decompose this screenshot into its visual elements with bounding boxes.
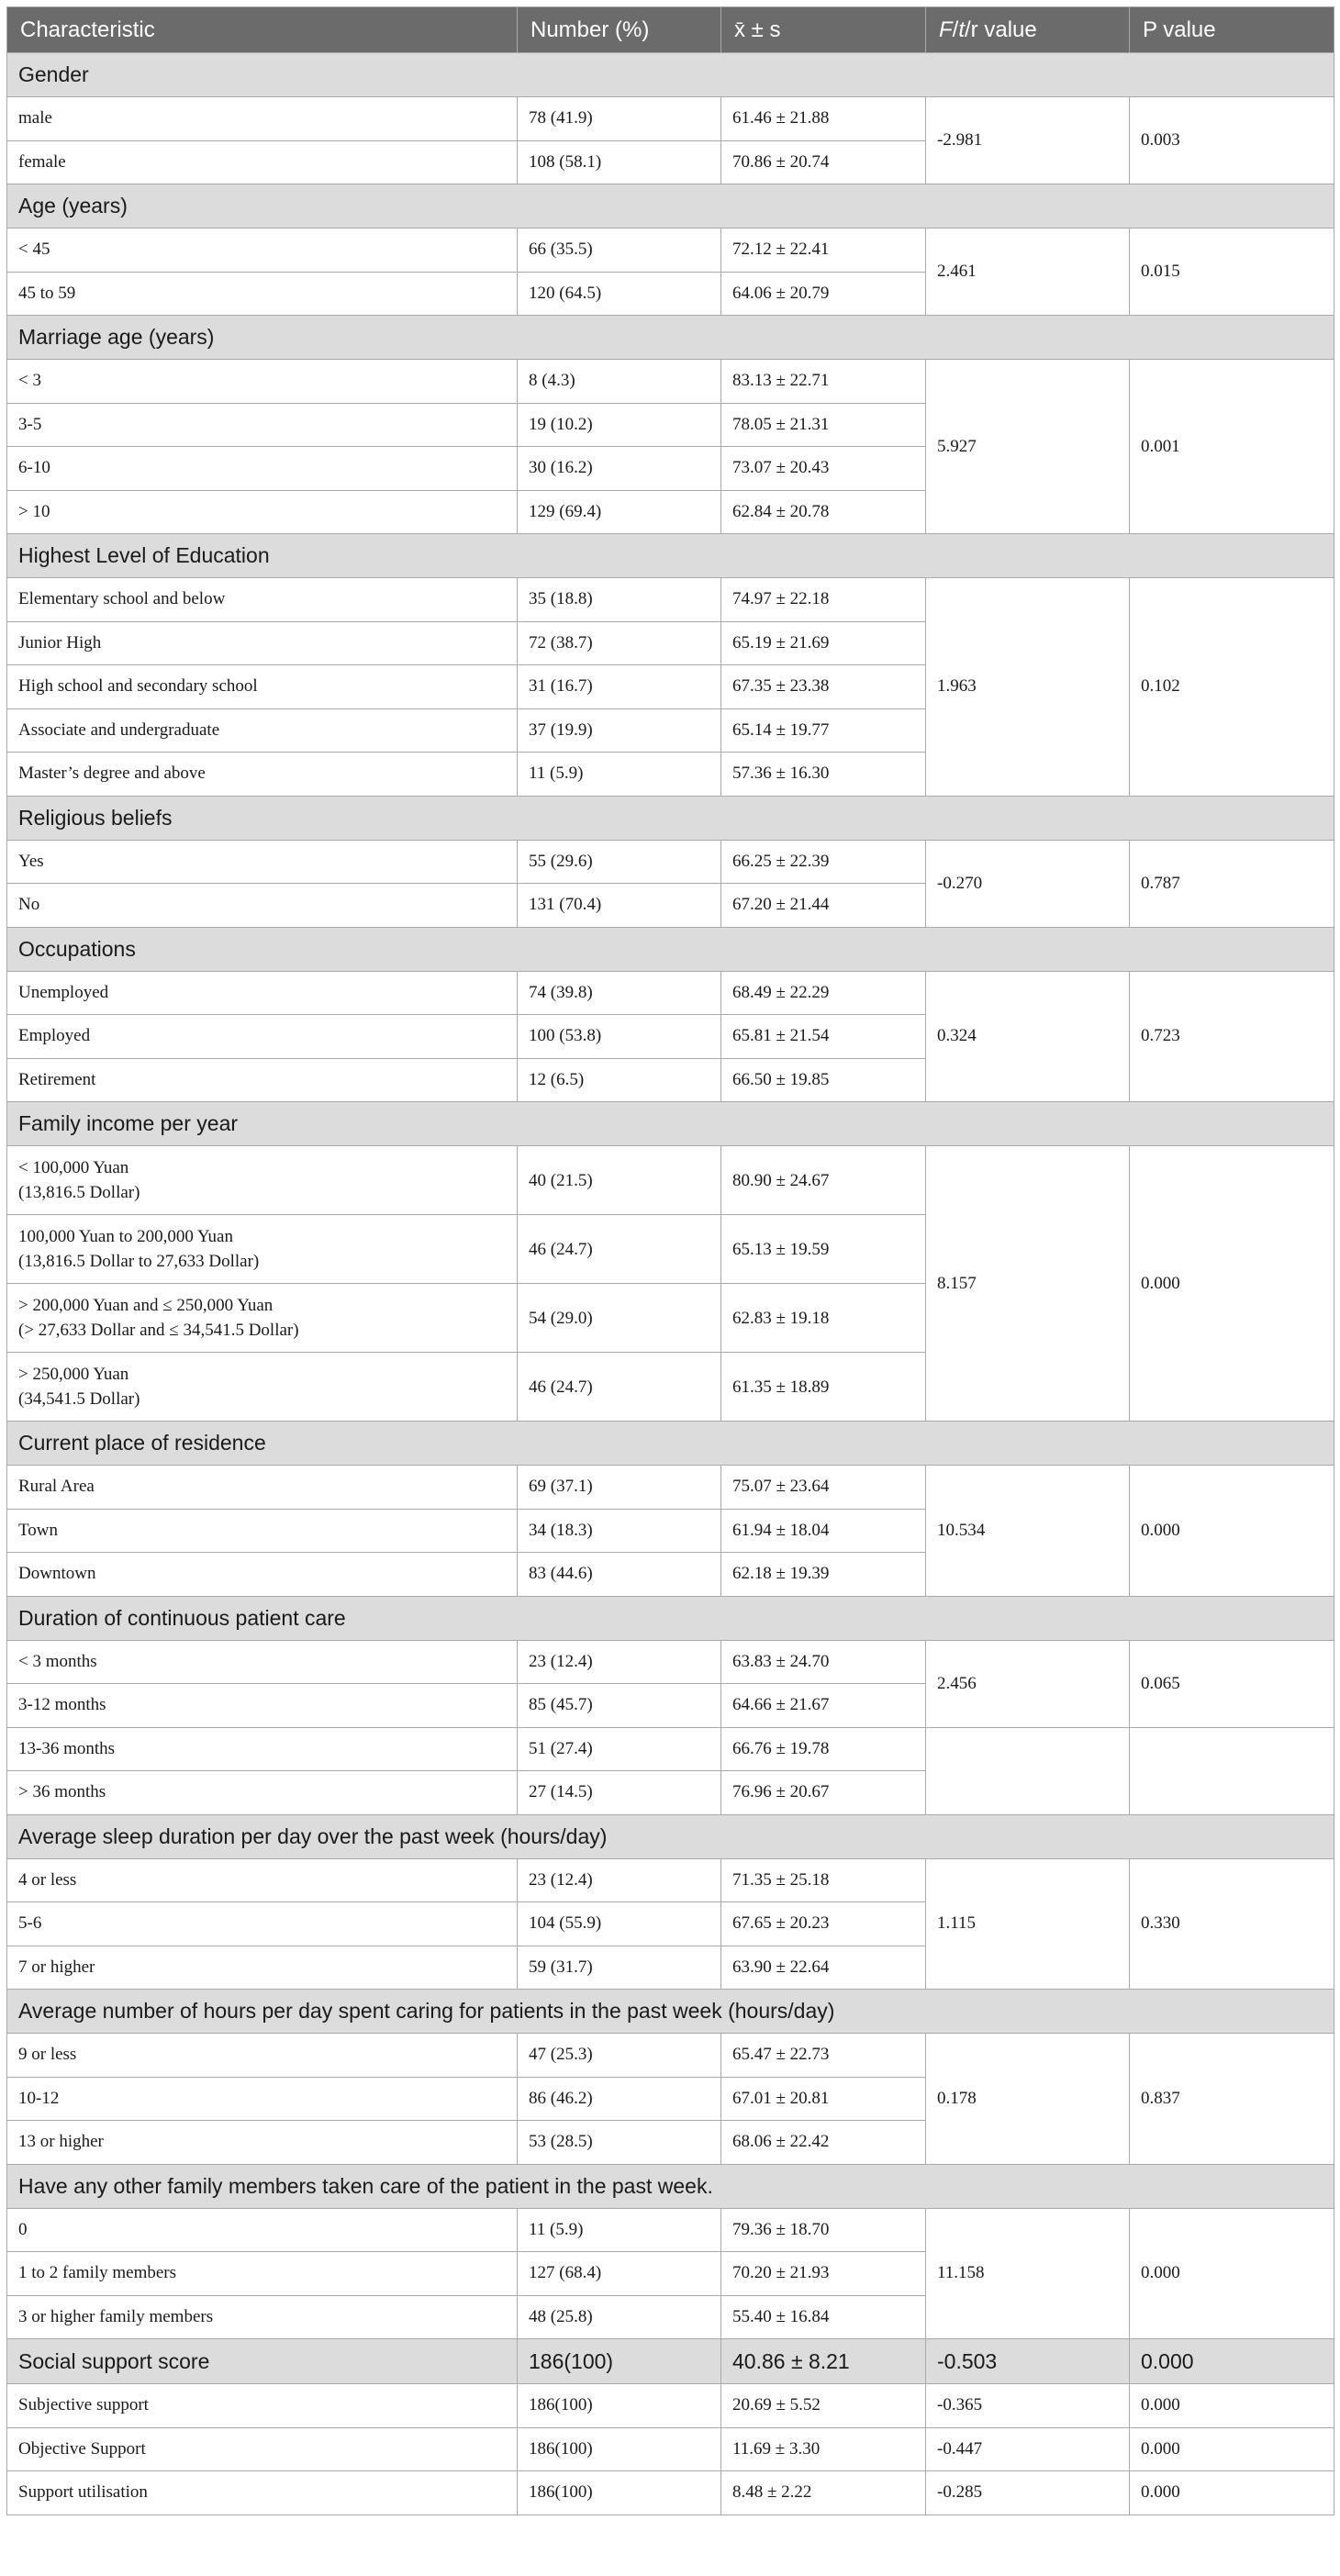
section-header-row xyxy=(7,1102,1334,1146)
header-stat-t: t xyxy=(958,17,966,42)
row-mean-sd: 62.83 ± 19.18 xyxy=(721,1284,926,1353)
p-value: 0.837 xyxy=(1130,2034,1334,2165)
stat-value: 2.461 xyxy=(926,229,1130,316)
row-label: Support utilisation xyxy=(7,2471,518,2515)
stat-value: -2.981 xyxy=(926,97,1130,184)
row-mean-sd: 65.47 ± 22.73 xyxy=(721,2034,926,2078)
row-number: 40 (21.5) xyxy=(518,1146,721,1215)
p-value-empty xyxy=(1130,1727,1334,1814)
stat-value: -0.285 xyxy=(926,2471,1130,2515)
row-label: Retirement xyxy=(7,1058,518,1102)
row-number: 100 (53.8) xyxy=(518,1015,721,1059)
row-number: 23 (12.4) xyxy=(518,1640,721,1684)
section-title: Have any other family members taken care of the patient in the past week. xyxy=(7,2164,1334,2208)
characteristics-table xyxy=(6,6,1334,2515)
p-value: 0.001 xyxy=(1130,360,1334,534)
row-number: 55 (29.6) xyxy=(518,840,721,884)
social-support-number: 186(100) xyxy=(518,2339,721,2384)
row-label: 3-12 months xyxy=(7,1684,518,1728)
row-number: 186(100) xyxy=(518,2427,721,2471)
row-number: 186(100) xyxy=(518,2471,721,2515)
row-label: 13-36 months xyxy=(7,1727,518,1771)
row-number: 83 (44.6) xyxy=(518,1553,721,1597)
table-row xyxy=(7,2427,1334,2471)
row-number: 48 (25.8) xyxy=(518,2295,721,2339)
table-row xyxy=(7,97,1334,141)
row-number: 34 (18.3) xyxy=(518,1509,721,1553)
row-mean-sd: 55.40 ± 16.84 xyxy=(721,2295,926,2339)
row-mean-sd: 68.06 ± 22.42 xyxy=(721,2121,926,2165)
header-stat-f: F xyxy=(939,17,953,42)
stat-value: -0.270 xyxy=(926,840,1130,927)
row-label: < 100,000 Yuan (13,816.5 Dollar) xyxy=(7,1146,518,1215)
row-number: 54 (29.0) xyxy=(518,1284,721,1353)
section-title: Average sleep duration per day over the past week (hours/day) xyxy=(7,1814,1334,1858)
p-value: 0.000 xyxy=(1130,2427,1334,2471)
row-mean-sd: 75.07 ± 23.64 xyxy=(721,1466,926,1510)
row-mean-sd: 66.76 ± 19.78 xyxy=(721,1727,926,1771)
table-row xyxy=(7,971,1334,1015)
p-value: 0.102 xyxy=(1130,578,1334,797)
social-support-stat: -0.503 xyxy=(926,2339,1130,2384)
row-mean-sd: 8.48 ± 2.22 xyxy=(721,2471,926,2515)
row-label: Master’s degree and above xyxy=(7,753,518,797)
row-mean-sd: 83.13 ± 22.71 xyxy=(721,360,926,404)
stat-value: 2.456 xyxy=(926,1640,1130,1727)
section-title: Current place of residence xyxy=(7,1422,1334,1466)
row-number: 51 (27.4) xyxy=(518,1727,721,1771)
row-number: 59 (31.7) xyxy=(518,1946,721,1990)
section-title: Age (years) xyxy=(7,184,1334,229)
row-mean-sd: 67.01 ± 20.81 xyxy=(721,2077,926,2121)
row-number: 23 (12.4) xyxy=(518,1858,721,1902)
p-value: 0.000 xyxy=(1130,2384,1334,2428)
stat-value: 8.157 xyxy=(926,1146,1130,1422)
row-mean-sd: 61.46 ± 21.88 xyxy=(721,97,926,141)
section-title: Highest Level of Education xyxy=(7,534,1334,578)
row-label: 4 or less xyxy=(7,1858,518,1902)
row-label: Yes xyxy=(7,840,518,884)
row-mean-sd: 70.86 ± 20.74 xyxy=(721,140,926,184)
row-number: 74 (39.8) xyxy=(518,971,721,1015)
section-title: Marriage age (years) xyxy=(7,316,1334,360)
row-number: 129 (69.4) xyxy=(518,490,721,534)
row-number: 127 (68.4) xyxy=(518,2252,721,2296)
row-label: 0 xyxy=(7,2208,518,2252)
row-label: 3 or higher family members xyxy=(7,2295,518,2339)
table-row xyxy=(7,1146,1334,1215)
row-mean-sd: 62.18 ± 19.39 xyxy=(721,1553,926,1597)
header-statistic xyxy=(926,7,1130,53)
row-number: 47 (25.3) xyxy=(518,2034,721,2078)
row-label: > 200,000 Yuan and ≤ 250,000 Yuan (> 27,633 Dollar and ≤ 34,541.5 Dollar) xyxy=(7,1284,518,1353)
section-header-row xyxy=(7,534,1334,578)
row-number: 53 (28.5) xyxy=(518,2121,721,2165)
table-row xyxy=(7,1466,1334,1510)
p-value: 0.015 xyxy=(1130,229,1334,316)
row-mean-sd: 73.07 ± 20.43 xyxy=(721,447,926,491)
row-label: 3-5 xyxy=(7,403,518,447)
row-number: 27 (14.5) xyxy=(518,1771,721,1815)
row-mean-sd: 66.50 ± 19.85 xyxy=(721,1058,926,1102)
row-number: 37 (19.9) xyxy=(518,708,721,753)
section-header-row xyxy=(7,53,1334,97)
row-mean-sd: 78.05 ± 21.31 xyxy=(721,403,926,447)
row-mean-sd: 71.35 ± 25.18 xyxy=(721,1858,926,1902)
p-value: 0.330 xyxy=(1130,1858,1334,1990)
section-title: Occupations xyxy=(7,927,1334,971)
row-label: < 3 xyxy=(7,360,518,404)
table-row xyxy=(7,1858,1334,1902)
stat-value-empty xyxy=(926,1727,1130,1814)
row-number: 86 (46.2) xyxy=(518,2077,721,2121)
header-row xyxy=(7,7,1334,53)
row-label: 1 to 2 family members xyxy=(7,2252,518,2296)
row-label: Subjective support xyxy=(7,2384,518,2428)
row-number: 46 (24.7) xyxy=(518,1353,721,1422)
stat-value: 5.927 xyxy=(926,360,1130,534)
stat-value: 10.534 xyxy=(926,1466,1130,1597)
row-mean-sd: 70.20 ± 21.93 xyxy=(721,2252,926,2296)
header-stat-rest: /r value xyxy=(965,17,1037,42)
row-mean-sd: 65.81 ± 21.54 xyxy=(721,1015,926,1059)
row-number: 11 (5.9) xyxy=(518,2208,721,2252)
row-label: 6-10 xyxy=(7,447,518,491)
row-number: 35 (18.8) xyxy=(518,578,721,622)
row-label: > 250,000 Yuan (34,541.5 Dollar) xyxy=(7,1353,518,1422)
stat-value: -0.365 xyxy=(926,2384,1130,2428)
table-row xyxy=(7,578,1334,622)
section-header-row xyxy=(7,1990,1334,2034)
section-header-row xyxy=(7,1596,1334,1640)
p-value: 0.723 xyxy=(1130,971,1334,1102)
table-row xyxy=(7,2384,1334,2428)
section-header-row xyxy=(7,316,1334,360)
table-row xyxy=(7,229,1334,273)
row-label: Town xyxy=(7,1509,518,1553)
row-label: Employed xyxy=(7,1015,518,1059)
social-support-label: Social support score xyxy=(7,2339,518,2384)
row-number: 8 (4.3) xyxy=(518,360,721,404)
row-label: High school and secondary school xyxy=(7,665,518,709)
row-mean-sd: 61.94 ± 18.04 xyxy=(721,1509,926,1553)
header-characteristic: Characteristic xyxy=(7,7,518,53)
header-mean-sd: x̄ ± s xyxy=(721,7,926,53)
section-header-row xyxy=(7,2164,1334,2208)
table-row xyxy=(7,2471,1334,2515)
header-stat-sep: / xyxy=(952,17,959,42)
section-title: Religious beliefs xyxy=(7,796,1334,840)
row-mean-sd: 11.69 ± 3.30 xyxy=(721,2427,926,2471)
p-value: 0.000 xyxy=(1130,1466,1334,1597)
row-mean-sd: 64.66 ± 21.67 xyxy=(721,1684,926,1728)
section-title: Duration of continuous patient care xyxy=(7,1596,1334,1640)
header-p-value: P value xyxy=(1130,7,1334,53)
row-number: 11 (5.9) xyxy=(518,753,721,797)
row-number: 30 (16.2) xyxy=(518,447,721,491)
row-mean-sd: 67.35 ± 23.38 xyxy=(721,665,926,709)
section-header-row xyxy=(7,1422,1334,1466)
row-mean-sd: 63.83 ± 24.70 xyxy=(721,1640,926,1684)
row-number: 66 (35.5) xyxy=(518,229,721,273)
table-body xyxy=(7,53,1334,2515)
row-mean-sd: 62.84 ± 20.78 xyxy=(721,490,926,534)
row-mean-sd: 20.69 ± 5.52 xyxy=(721,2384,926,2428)
row-label: Objective Support xyxy=(7,2427,518,2471)
stat-value: -0.447 xyxy=(926,2427,1130,2471)
row-number: 120 (64.5) xyxy=(518,272,721,316)
stat-value: 0.178 xyxy=(926,2034,1130,2165)
p-value: 0.065 xyxy=(1130,1640,1334,1727)
table-row xyxy=(7,2034,1334,2078)
table-row xyxy=(7,1640,1334,1684)
row-label: < 45 xyxy=(7,229,518,273)
row-label: Junior High xyxy=(7,621,518,665)
row-mean-sd: 72.12 ± 22.41 xyxy=(721,229,926,273)
row-label: 7 or higher xyxy=(7,1946,518,1990)
stat-value: 0.324 xyxy=(926,971,1130,1102)
row-number: 69 (37.1) xyxy=(518,1466,721,1510)
row-mean-sd: 65.19 ± 21.69 xyxy=(721,621,926,665)
row-number: 46 (24.7) xyxy=(518,1215,721,1284)
row-mean-sd: 80.90 ± 24.67 xyxy=(721,1146,926,1215)
row-label: 13 or higher xyxy=(7,2121,518,2165)
row-number: 78 (41.9) xyxy=(518,97,721,141)
table-row xyxy=(7,360,1334,404)
section-header-row xyxy=(7,184,1334,229)
section-title: Family income per year xyxy=(7,1102,1334,1146)
section-header-row xyxy=(7,796,1334,840)
row-label: 5-6 xyxy=(7,1902,518,1946)
social-support-p: 0.000 xyxy=(1130,2339,1334,2384)
row-label: Associate and undergraduate xyxy=(7,708,518,753)
stat-value: 11.158 xyxy=(926,2208,1130,2339)
row-label: Unemployed xyxy=(7,971,518,1015)
row-mean-sd: 61.35 ± 18.89 xyxy=(721,1353,926,1422)
row-label: < 3 months xyxy=(7,1640,518,1684)
row-label: female xyxy=(7,140,518,184)
row-number: 12 (6.5) xyxy=(518,1058,721,1102)
table-row xyxy=(7,1727,1334,1771)
row-number: 108 (58.1) xyxy=(518,140,721,184)
row-label: Elementary school and below xyxy=(7,578,518,622)
row-mean-sd: 76.96 ± 20.67 xyxy=(721,1771,926,1815)
p-value: 0.003 xyxy=(1130,97,1334,184)
row-number: 19 (10.2) xyxy=(518,403,721,447)
row-label: No xyxy=(7,884,518,928)
row-number: 85 (45.7) xyxy=(518,1684,721,1728)
row-number: 186(100) xyxy=(518,2384,721,2428)
row-mean-sd: 67.65 ± 20.23 xyxy=(721,1902,926,1946)
section-title: Gender xyxy=(7,53,1334,97)
row-label: > 36 months xyxy=(7,1771,518,1815)
row-label: Rural Area xyxy=(7,1466,518,1510)
table-row xyxy=(7,840,1334,884)
table-row xyxy=(7,2208,1334,2252)
row-label: > 10 xyxy=(7,490,518,534)
section-header-row xyxy=(7,1814,1334,1858)
section-title: Average number of hours per day spent caring for patients in the past week (hours/day) xyxy=(7,1990,1334,2034)
p-value: 0.000 xyxy=(1130,2208,1334,2339)
section-header-row xyxy=(7,927,1334,971)
row-label: male xyxy=(7,97,518,141)
social-support-mean-sd: 40.86 ± 8.21 xyxy=(721,2339,926,2384)
p-value: 0.000 xyxy=(1130,2471,1334,2515)
p-value: 0.787 xyxy=(1130,840,1334,927)
row-mean-sd: 68.49 ± 22.29 xyxy=(721,971,926,1015)
row-mean-sd: 67.20 ± 21.44 xyxy=(721,884,926,928)
row-label: 9 or less xyxy=(7,2034,518,2078)
row-label: Downtown xyxy=(7,1553,518,1597)
row-number: 72 (38.7) xyxy=(518,621,721,665)
row-mean-sd: 64.06 ± 20.79 xyxy=(721,272,926,316)
stat-value: 1.963 xyxy=(926,578,1130,797)
row-label: 10-12 xyxy=(7,2077,518,2121)
row-mean-sd: 57.36 ± 16.30 xyxy=(721,753,926,797)
row-number: 31 (16.7) xyxy=(518,665,721,709)
row-number: 131 (70.4) xyxy=(518,884,721,928)
p-value: 0.000 xyxy=(1130,1146,1334,1422)
row-mean-sd: 74.97 ± 22.18 xyxy=(721,578,926,622)
social-support-row xyxy=(7,2339,1334,2384)
stat-value: 1.115 xyxy=(926,1858,1130,1990)
row-mean-sd: 65.13 ± 19.59 xyxy=(721,1215,926,1284)
row-mean-sd: 63.90 ± 22.64 xyxy=(721,1946,926,1990)
row-mean-sd: 79.36 ± 18.70 xyxy=(721,2208,926,2252)
header-number: Number (%) xyxy=(518,7,721,53)
row-mean-sd: 65.14 ± 19.77 xyxy=(721,708,926,753)
row-mean-sd: 66.25 ± 22.39 xyxy=(721,840,926,884)
row-number: 104 (55.9) xyxy=(518,1902,721,1946)
row-label: 100,000 Yuan to 200,000 Yuan (13,816.5 Dollar to 27,633 Dollar) xyxy=(7,1215,518,1284)
row-label: 45 to 59 xyxy=(7,272,518,316)
